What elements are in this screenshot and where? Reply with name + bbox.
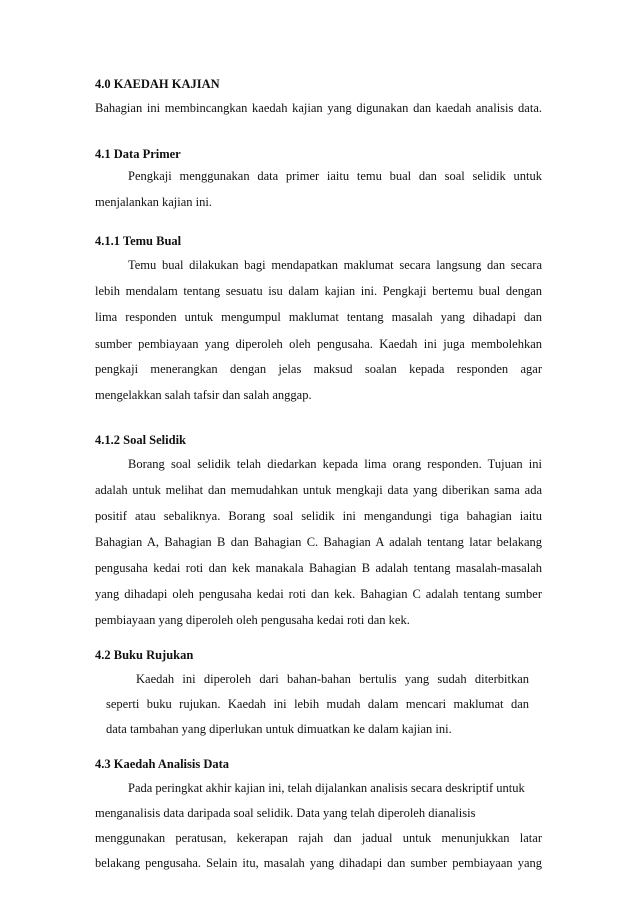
para-4-0-line-1: Bahagian ini membincangkan kaedah kajian yang digunakan dan kaedah analisis data. xyxy=(95,101,542,115)
heading-4-1-2: 4.1.2 Soal Selidik xyxy=(95,433,186,447)
para-4-3-line-4: belakang pengusaha. Selain itu, masalah yang dihadapi dan sumber pembiayaan yang xyxy=(95,856,542,870)
para-4-1-2-line-4: Bahagian A, Bahagian B dan Bahagian C. Bahagian A adalah tentang latar belakang xyxy=(95,535,542,549)
para-4-3-line-1: Pada peringkat akhir kajian ini, telah dijalankan analisis secara deskriptif untuk xyxy=(128,781,525,795)
para-4-1-2-line-6: yang dihadapi oleh pengusaha kedai roti dan kek. Bahagian C adalah tentang sumber xyxy=(95,587,542,601)
para-4-2-line-1: Kaedah ini diperoleh dari bahan-bahan bertulis yang sudah diterbitkan xyxy=(136,672,529,686)
heading-4-0: 4.0 KAEDAH KAJIAN xyxy=(95,77,220,91)
para-4-1-1-line-6: mengelakkan salah tafsir dan salah anggap. xyxy=(95,388,312,402)
heading-4-3: 4.3 Kaedah Analisis Data xyxy=(95,757,230,771)
para-4-2-line-3: data tambahan yang diperlukan untuk dimuatkan ke dalam kajian ini. xyxy=(106,722,452,736)
heading-4-1: 4.1 Data Primer xyxy=(95,147,181,161)
para-4-1-1-line-5: pengkaji menerangkan dengan jelas maksud soalan kepada responden agar xyxy=(95,362,542,376)
heading-4-1-1: 4.1.1 Temu Bual xyxy=(95,234,182,248)
para-4-1-1-line-4: sumber pembiayaan yang diperoleh oleh pengusaha. Kaedah ini juga membolehkan xyxy=(95,337,542,351)
para-4-3-line-2: menganalisis data daripada soal selidik. Data yang telah diperoleh dianalisis xyxy=(95,806,476,820)
para-4-1-2-line-7: pembiayaan yang diperoleh oleh pengusaha kedai roti dan kek. xyxy=(95,613,410,627)
para-4-1-2-line-5: pengusaha kedai roti dan kek manakala Bahagian B adalah tentang masalah-masalah xyxy=(95,561,542,575)
para-4-3-line-3: menggunakan peratusan, kekerapan rajah dan jadual untuk menunjukkan latar xyxy=(95,831,542,845)
para-4-1-1-line-3: lima responden untuk mengumpul maklumat tentang masalah yang dihadapi dan xyxy=(95,310,542,324)
para-4-1-2-line-1: Borang soal selidik telah diedarkan kepada lima orang responden. Tujuan ini xyxy=(128,457,542,471)
para-4-1-2-line-2: adalah untuk melihat dan memudahkan untuk mengkaji data yang diberikan sama ada xyxy=(95,483,542,497)
para-4-1-line-1: Pengkaji menggunakan data primer iaitu temu bual dan soal selidik untuk xyxy=(128,169,542,183)
para-4-1-2-line-3: positif atau sebaliknya. Borang soal selidik ini mengandungi tiga bahagian iaitu xyxy=(95,509,542,523)
para-4-1-line-2: menjalankan kajian ini. xyxy=(95,195,212,209)
heading-4-2: 4.2 Buku Rujukan xyxy=(95,648,194,662)
para-4-1-1-line-1: Temu bual dilakukan bagi mendapatkan maklumat secara langsung dan secara xyxy=(128,258,542,272)
para-4-1-1-line-2: lebih mendalam tentang sesuatu isu dalam kajian ini. Pengkaji bertemu bual dengan xyxy=(95,284,542,298)
para-4-2-line-2: seperti buku rujukan. Kaedah ini lebih mudah dalam mencari maklumat dan xyxy=(106,697,529,711)
